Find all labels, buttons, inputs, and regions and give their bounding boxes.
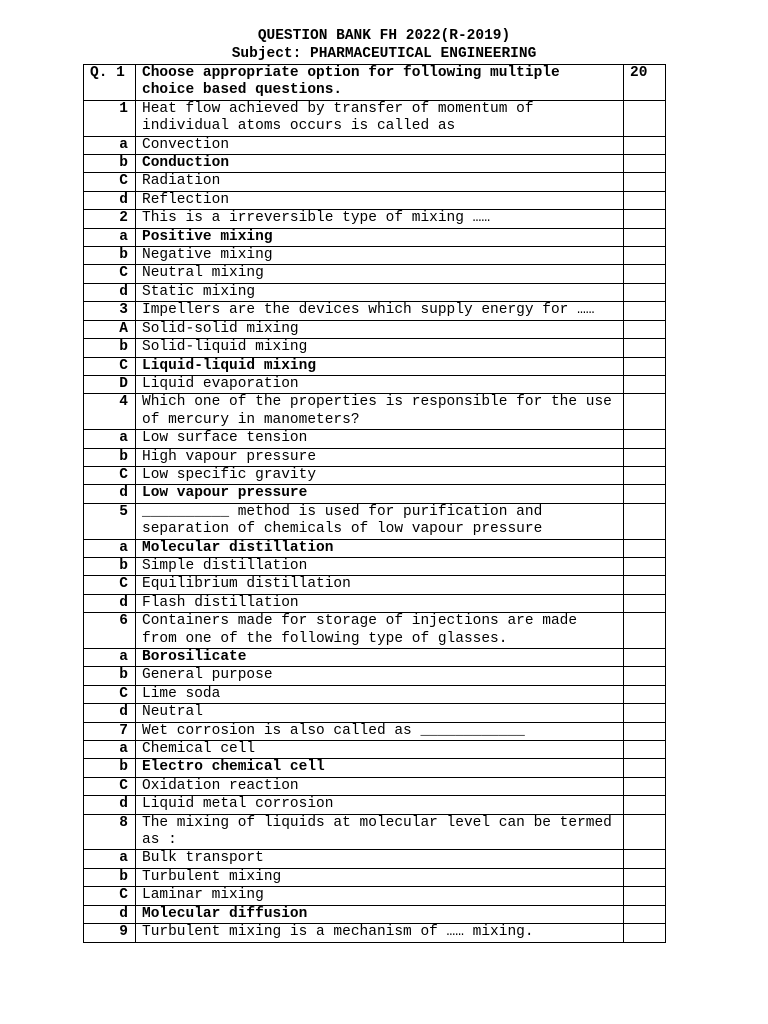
option-row [84,191,666,209]
marks-cell [624,814,666,850]
option-row [84,466,666,484]
option-text: Laminar mixing [136,887,624,905]
option-letter: d [84,485,136,503]
option-text: Liquid evaporation [136,375,624,393]
section-marks: 20 [624,65,666,101]
option-text: General purpose [136,667,624,685]
question-text: Impellers are the devices which supply energy for …… [136,302,624,320]
option-letter: d [84,283,136,301]
option-row [84,759,666,777]
question-number: 8 [84,814,136,850]
marks-cell [624,905,666,923]
option-text: High vapour pressure [136,448,624,466]
option-text: Neutral mixing [136,265,624,283]
option-letter: b [84,155,136,173]
marks-cell [624,430,666,448]
option-letter: b [84,759,136,777]
option-row [84,887,666,905]
question-number: 5 [84,503,136,539]
option-letter: a [84,539,136,557]
question-number: 1 [84,100,136,136]
option-text: Negative mixing [136,247,624,265]
marks-cell [624,576,666,594]
marks-cell [624,466,666,484]
option-text: Radiation [136,173,624,191]
question-number: 2 [84,210,136,228]
marks-cell [624,759,666,777]
question-row [84,100,666,136]
question-text: Wet corrosion is also called as ____________ [136,722,624,740]
question-row [84,814,666,850]
option-row [84,539,666,557]
correct-option-text: Low vapour pressure [136,485,624,503]
marks-cell [624,302,666,320]
option-row [84,649,666,667]
correct-option-text: Liquid-liquid mixing [136,357,624,375]
option-text: Flash distillation [136,594,624,612]
question-text: Turbulent mixing is a mechanism of …… mixing. [136,924,624,942]
marks-cell [624,228,666,246]
option-text: Solid-solid mixing [136,320,624,338]
option-row [84,905,666,923]
option-row [84,576,666,594]
question-table [83,64,666,943]
option-text: Low surface tension [136,430,624,448]
option-row [84,704,666,722]
marks-cell [624,685,666,703]
option-letter: C [84,357,136,375]
marks-cell [624,485,666,503]
marks-cell [624,503,666,539]
option-letter: A [84,320,136,338]
option-row [84,320,666,338]
section-instruction: Choose appropriate option for following multiple choice based questions. [136,65,624,101]
question-text: Heat flow achieved by transfer of momentum of individual atoms occurs is called as [136,100,624,136]
option-row [84,339,666,357]
option-letter: b [84,667,136,685]
marks-cell [624,887,666,905]
question-row [84,302,666,320]
question-row [84,210,666,228]
question-table-body [84,65,666,943]
option-letter: b [84,247,136,265]
question-number: 7 [84,722,136,740]
option-text: Equilibrium distillation [136,576,624,594]
option-row [84,777,666,795]
option-letter: d [84,905,136,923]
option-row [84,173,666,191]
marks-cell [624,320,666,338]
marks-cell [624,594,666,612]
marks-cell [624,924,666,942]
option-row [84,594,666,612]
option-letter: d [84,594,136,612]
correct-option-text: Electro chemical cell [136,759,624,777]
question-text: __________ method is used for purification and separation of chemicals of low vapour pressure [136,503,624,539]
option-letter: a [84,228,136,246]
marks-cell [624,722,666,740]
option-text: Low specific gravity [136,466,624,484]
option-letter: C [84,173,136,191]
option-letter: C [84,576,136,594]
option-letter: d [84,796,136,814]
option-row [84,741,666,759]
option-letter: b [84,868,136,886]
marks-cell [624,283,666,301]
option-text: Simple distillation [136,557,624,575]
subject-title: Subject: PHARMACEUTICAL ENGINEERING [231,46,537,62]
page-title: QUESTION BANK FH 2022(R-2019) [257,28,511,44]
marks-cell [624,173,666,191]
question-row [84,924,666,942]
marks-cell [624,613,666,649]
option-text: Convection [136,136,624,154]
marks-cell [624,191,666,209]
question-number: 3 [84,302,136,320]
marks-cell [624,850,666,868]
marks-cell [624,539,666,557]
option-letter: C [84,685,136,703]
option-row [84,685,666,703]
question-text: This is a irreversible type of mixing …… [136,210,624,228]
correct-option-text: Conduction [136,155,624,173]
option-letter: C [84,777,136,795]
correct-option-text: Positive mixing [136,228,624,246]
marks-cell [624,448,666,466]
option-text: Bulk transport [136,850,624,868]
option-text: Neutral [136,704,624,722]
option-row [84,557,666,575]
question-number: 6 [84,613,136,649]
option-row [84,357,666,375]
option-letter: d [84,191,136,209]
marks-cell [624,375,666,393]
option-row [84,247,666,265]
correct-option-text: Molecular distillation [136,539,624,557]
marks-cell [624,777,666,795]
marks-cell [624,100,666,136]
option-text: Oxidation reaction [136,777,624,795]
option-letter: d [84,704,136,722]
marks-cell [624,868,666,886]
option-letter: a [84,741,136,759]
question-row [84,722,666,740]
marks-cell [624,136,666,154]
option-letter: b [84,339,136,357]
option-row [84,375,666,393]
question-row [84,503,666,539]
option-letter: a [84,430,136,448]
marks-cell [624,649,666,667]
option-text: Liquid metal corrosion [136,796,624,814]
question-number: 4 [84,394,136,430]
option-row [84,448,666,466]
option-letter: b [84,448,136,466]
option-row [84,796,666,814]
option-letter: D [84,375,136,393]
marks-cell [624,210,666,228]
question-row [84,613,666,649]
marks-cell [624,394,666,430]
option-text: Lime soda [136,685,624,703]
marks-cell [624,247,666,265]
correct-option-text: Molecular diffusion [136,905,624,923]
option-text: Solid-liquid mixing [136,339,624,357]
option-row [84,228,666,246]
marks-cell [624,704,666,722]
question-number: 9 [84,924,136,942]
option-letter: b [84,557,136,575]
question-text: The mixing of liquids at molecular level can be termed as : [136,814,624,850]
option-letter: a [84,649,136,667]
option-letter: C [84,265,136,283]
option-text: Static mixing [136,283,624,301]
correct-option-text: Borosilicate [136,649,624,667]
option-letter: a [84,850,136,868]
marks-cell [624,741,666,759]
question-row [84,394,666,430]
question-text: Containers made for storage of injections are made from one of the following type of glasses. [136,613,624,649]
option-letter: C [84,466,136,484]
option-text: Reflection [136,191,624,209]
option-row [84,265,666,283]
marks-cell [624,667,666,685]
option-letter: C [84,887,136,905]
section-header-row [84,65,666,101]
option-row [84,136,666,154]
option-row [84,667,666,685]
option-row [84,430,666,448]
option-row [84,283,666,301]
marks-cell [624,357,666,375]
option-letter: a [84,136,136,154]
option-row [84,155,666,173]
marks-cell [624,796,666,814]
option-row [84,868,666,886]
option-text: Chemical cell [136,741,624,759]
section-label: Q. 1 [84,65,136,101]
marks-cell [624,155,666,173]
option-text: Turbulent mixing [136,868,624,886]
marks-cell [624,265,666,283]
question-text: Which one of the properties is responsible for the use of mercury in manometers? [136,394,624,430]
marks-cell [624,339,666,357]
option-row [84,850,666,868]
marks-cell [624,557,666,575]
option-row [84,485,666,503]
